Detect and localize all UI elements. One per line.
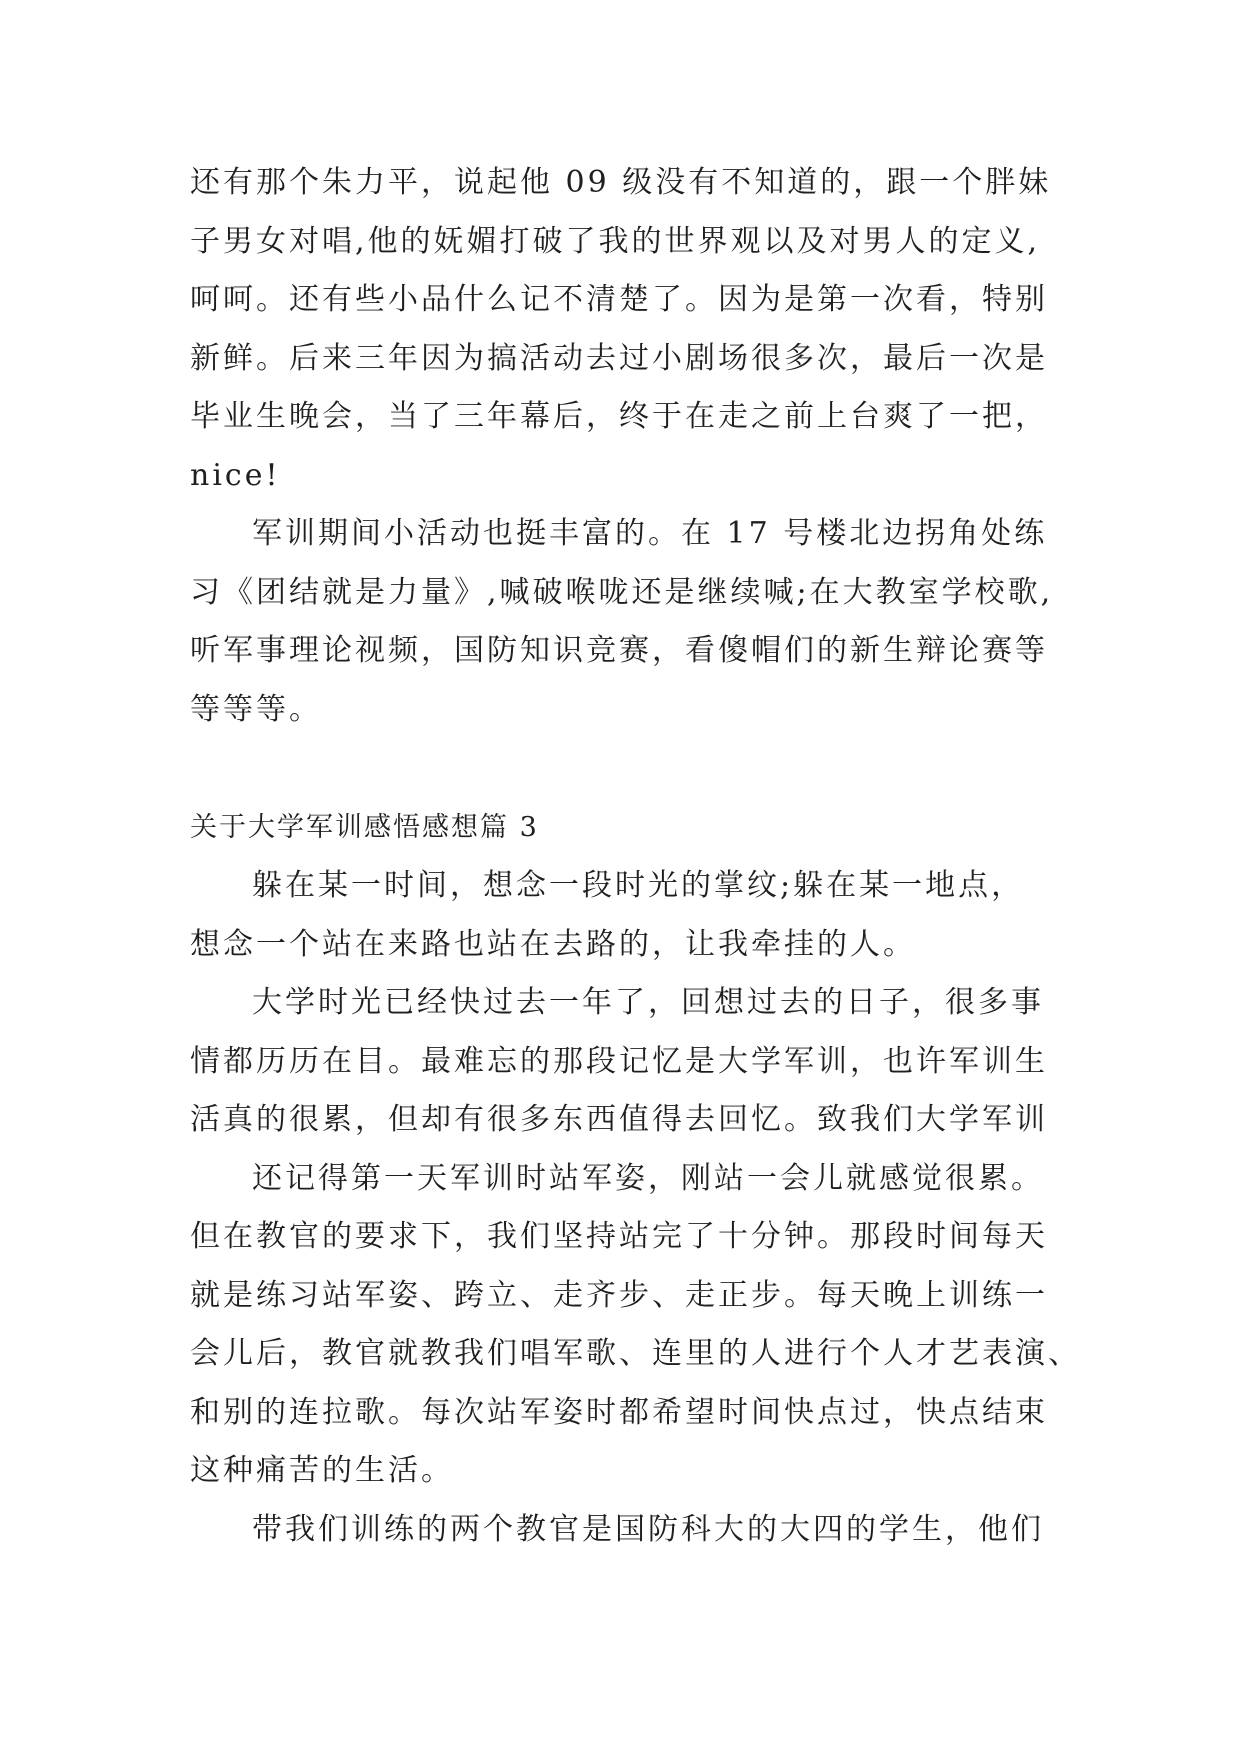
paragraph-line: 想念一个站在来路也站在去路的，让我牵挂的人。 bbox=[190, 927, 916, 962]
paragraph-line: 听军事理论视频，国防知识竞赛，看傻帽们的新生辩论赛等 bbox=[190, 633, 1048, 668]
paragraph-line: 呵呵。还有些小品什么记不清楚了。因为是第一次看，特别 bbox=[190, 282, 1048, 317]
paragraph-line: 但在教官的要求下，我们坚持站完了十分钟。那段时间每天 bbox=[190, 1219, 1048, 1254]
paragraph-line: 活真的很累，但却有很多东西值得去回忆。致我们大学军训 bbox=[190, 1102, 1048, 1137]
paragraph-line: 还有那个朱力平，说起他 09 级没有不知道的，跟一个胖妹 bbox=[190, 165, 1052, 200]
paragraph-line: 等等等。 bbox=[190, 692, 322, 727]
paragraph-line: 这种痛苦的生活。 bbox=[190, 1453, 454, 1488]
section-heading: 关于大学军训感悟感想篇 3 bbox=[190, 812, 539, 843]
paragraph-line: 会儿后，教官就教我们唱军歌、连里的人进行个人才艺表演、 bbox=[190, 1336, 1081, 1371]
paragraph-line: 新鲜。后来三年因为搞活动去过小剧场很多次，最后一次是 bbox=[190, 341, 1048, 376]
paragraph-line: 毕业生晚会，当了三年幕后，终于在走之前上台爽了一把， bbox=[190, 399, 1048, 434]
paragraph-line: 子男女对唱,他的妩媚打破了我的世界观以及对男人的定义, bbox=[190, 224, 1041, 259]
paragraph-line: 带我们训练的两个教官是国防科大的大四的学生，他们 bbox=[252, 1512, 1044, 1547]
paragraph-line: 和别的连拉歌。每次站军姿时都希望时间快点过，快点结束 bbox=[190, 1395, 1048, 1430]
paragraph-line: 大学时光已经快过去一年了，回想过去的日子，很多事 bbox=[252, 985, 1044, 1020]
paragraph-line: 还记得第一天军训时站军姿，刚站一会儿就感觉很累。 bbox=[252, 1161, 1044, 1196]
paragraph-line: 躲在某一时间，想念一段时光的掌纹;躲在某一地点， bbox=[252, 868, 1025, 903]
paragraph-line: 就是练习站军姿、跨立、走齐步、走正步。每天晚上训练一 bbox=[190, 1278, 1048, 1313]
paragraph-line: 习《团结就是力量》,喊破喉咙还是继续喊;在大教室学校歌, bbox=[190, 575, 1054, 610]
paragraph-line: nice! bbox=[190, 458, 281, 493]
paragraph-line: 军训期间小活动也挺丰富的。在 17 号楼北边拐角处练 bbox=[252, 516, 1048, 551]
paragraph-line: 情都历历在目。最难忘的那段记忆是大学军训，也许军训生 bbox=[190, 1044, 1048, 1079]
